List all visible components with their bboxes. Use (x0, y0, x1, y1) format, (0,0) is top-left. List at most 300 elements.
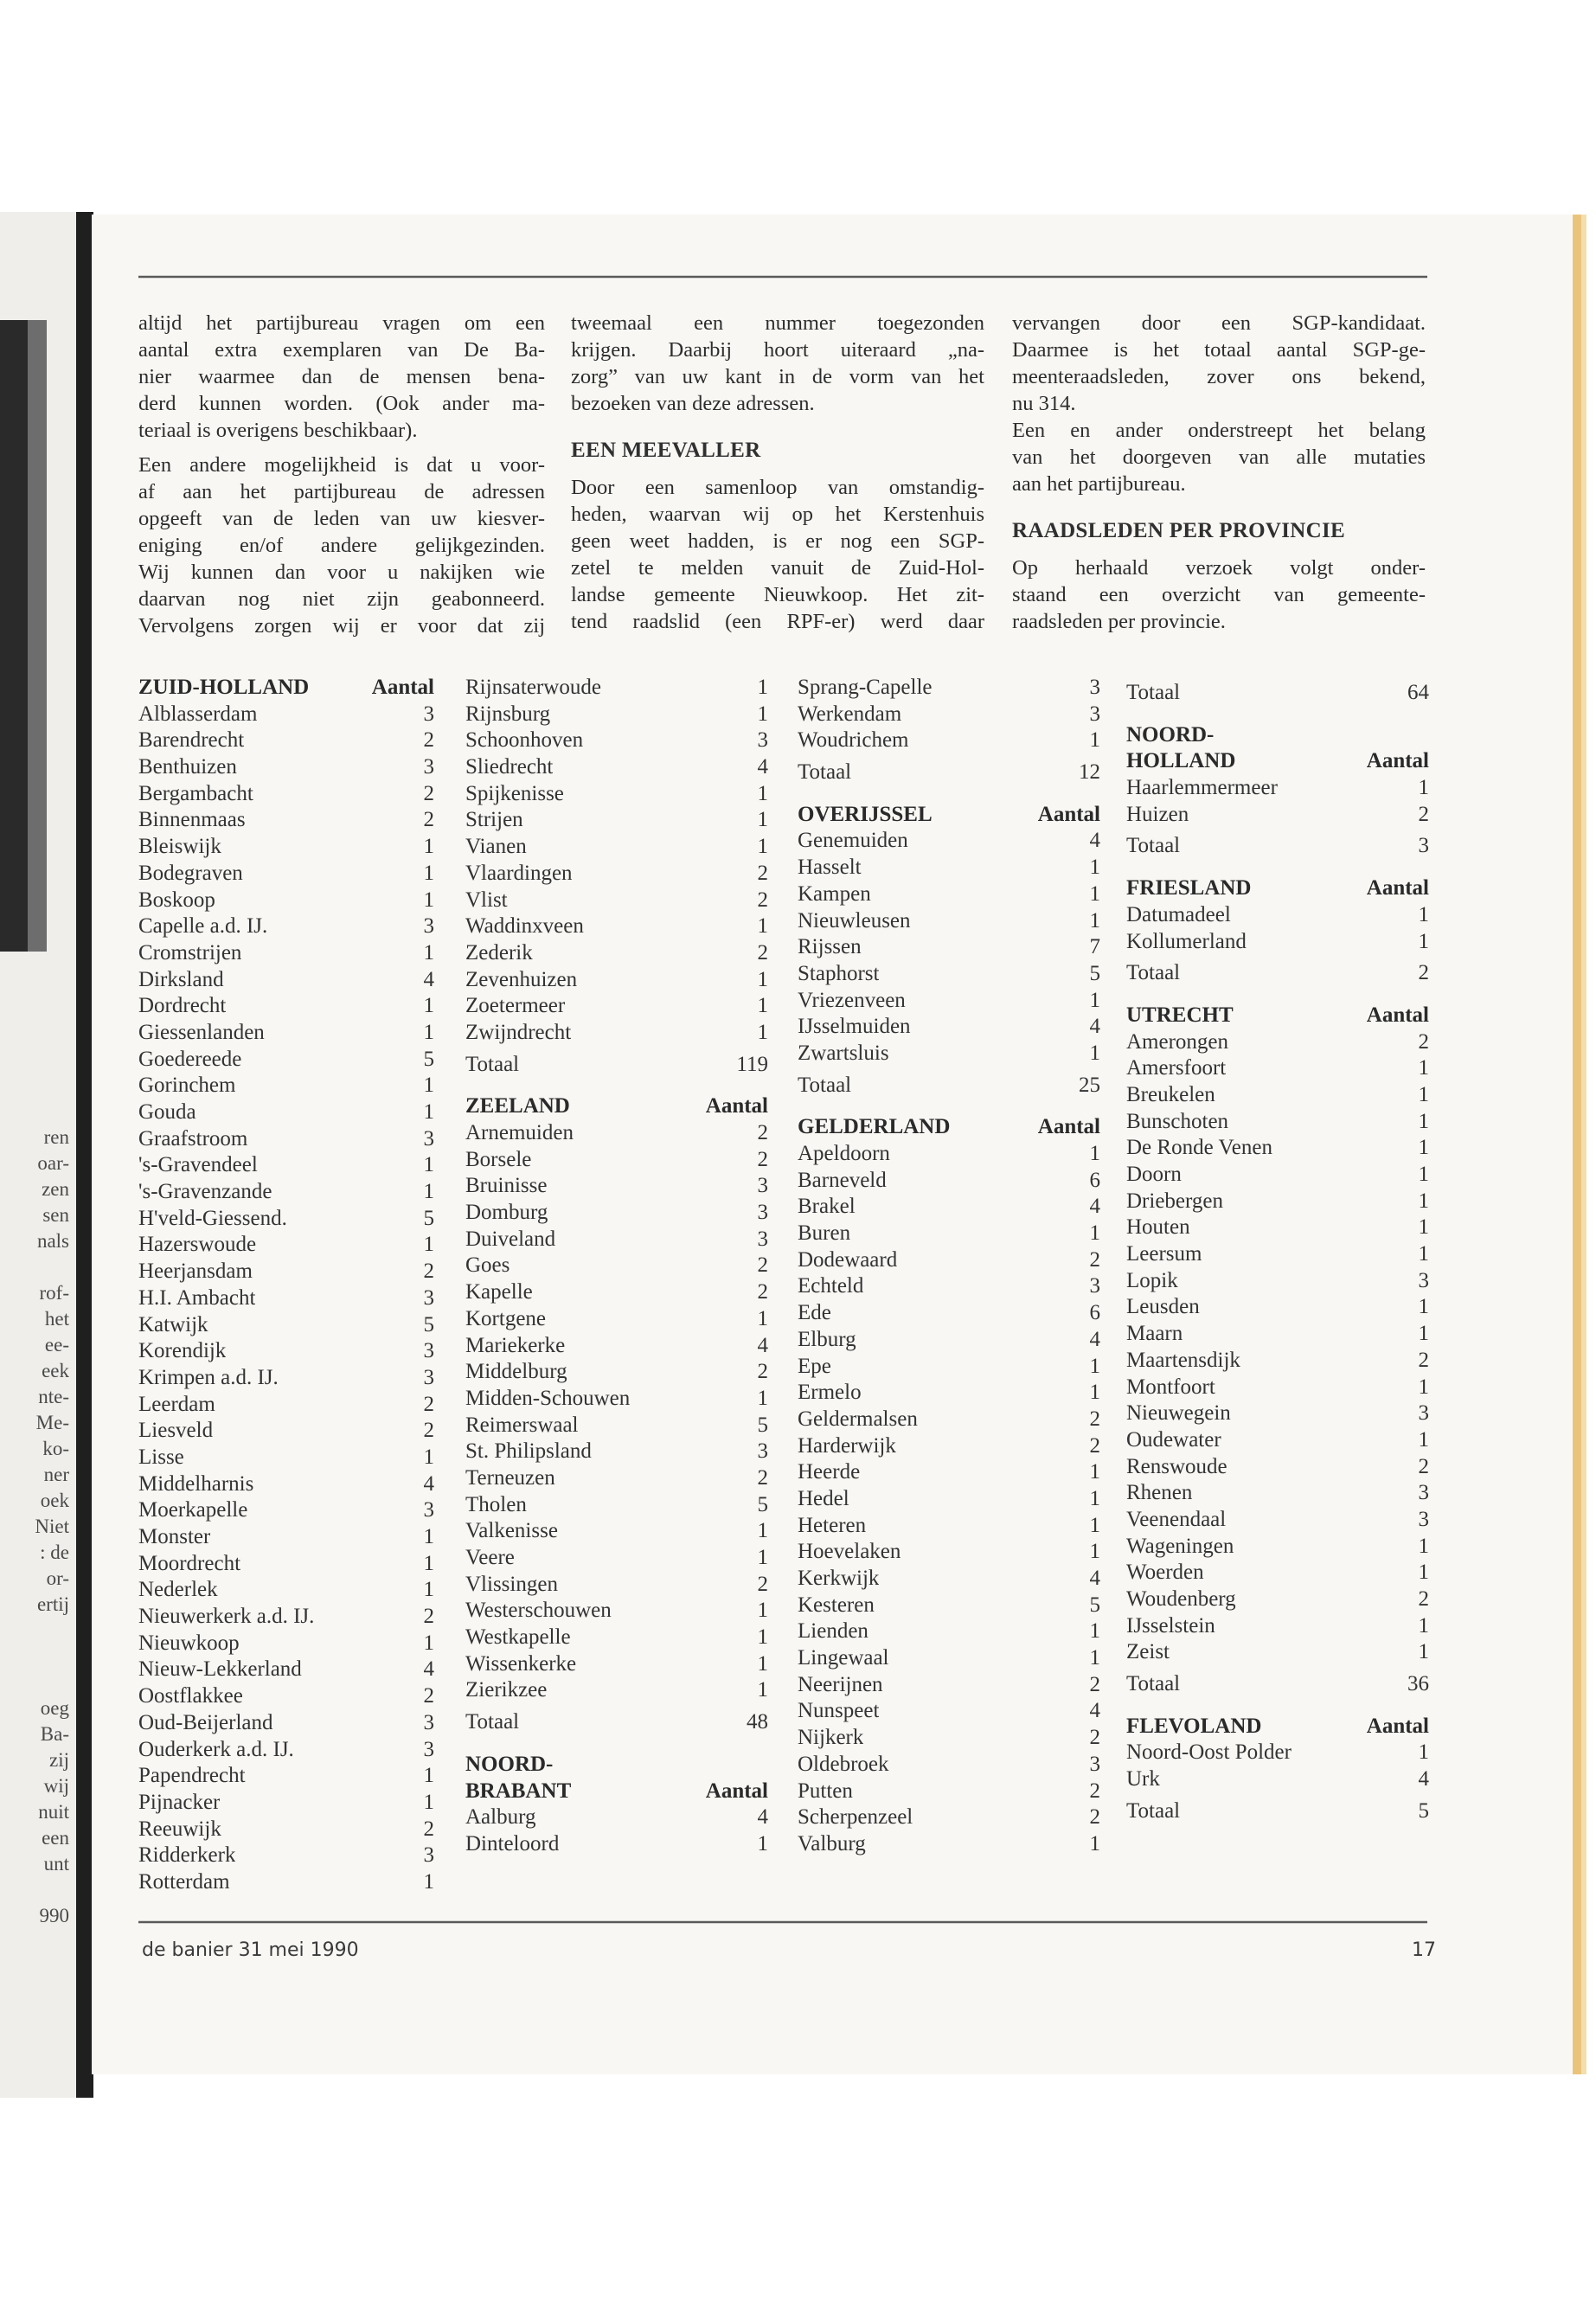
table-row (138, 1497, 434, 1524)
row-count: 1 (1089, 1513, 1100, 1537)
row-name: Nieuwegein (1126, 1401, 1231, 1426)
table-row (1126, 1215, 1429, 1241)
row-name: Sprang-Capelle (798, 676, 933, 699)
table-row (1126, 1613, 1429, 1640)
row-name: Scherpenzeel (798, 1805, 913, 1830)
row-count: 3 (423, 1737, 434, 1761)
row-count: 7 (1089, 935, 1100, 959)
row-name: Monster (138, 1525, 211, 1548)
row-count: 3 (423, 702, 434, 726)
left-page-fragment: : de (40, 1541, 69, 1563)
row-count: 36 (1407, 1672, 1429, 1696)
left-page-fragment: zen (42, 1178, 69, 1200)
province-heading (465, 1779, 768, 1805)
table-row (465, 1253, 768, 1279)
text-line: Daarmee is het totaal aantal SGP-ge- (1012, 338, 1426, 362)
row-count: 2 (423, 1392, 434, 1416)
row-name: Nieuwkoop (138, 1631, 240, 1655)
row-name: Kollumerland (1126, 929, 1247, 953)
left-page-fragment (0, 1877, 69, 1903)
table-row (798, 1380, 1100, 1407)
row-name: BRABANT (465, 1779, 572, 1803)
text-line: Vervolgens zorgen wij er voor dat zij (138, 614, 545, 638)
table-row (138, 1710, 434, 1737)
row-count: 2 (423, 808, 434, 832)
row-name: Putten (798, 1779, 853, 1803)
row-count: 1 (1089, 1221, 1100, 1246)
text-line: Een en ander onderstreept het belang (1012, 419, 1426, 442)
footer-publication: de banier 31 mei 1990 (142, 1939, 359, 1961)
table-row (798, 1779, 1100, 1805)
table-row (798, 934, 1100, 961)
row-name: Kesteren (798, 1593, 875, 1617)
table-row (465, 834, 768, 861)
intro-col1-b (138, 452, 545, 639)
row-name: Westerschouwen (465, 1599, 612, 1623)
row-name: Oud-Beijerland (138, 1710, 273, 1734)
row-count: 5 (757, 1413, 768, 1437)
row-name: Dinteloord (465, 1831, 560, 1856)
table-row (138, 1312, 434, 1339)
row-count: 5 (1418, 1798, 1429, 1823)
row-name: 's-Gravendeel (138, 1153, 258, 1177)
row-name: Rijnsburg (465, 702, 551, 726)
row-count: 1 (1418, 1082, 1429, 1106)
row-name: Rhenen (1126, 1481, 1193, 1505)
row-name: Dirksland (138, 967, 224, 991)
row-name: Arnemuiden (465, 1121, 574, 1144)
row-name: Domburg (465, 1201, 548, 1225)
table-row (138, 1232, 434, 1259)
row-name: Totaal (1126, 834, 1181, 858)
left-page-fragment (0, 1670, 69, 1695)
row-name: Leersum (1126, 1242, 1202, 1266)
province-heading (1126, 722, 1429, 749)
table-row (798, 1273, 1100, 1300)
row-name: Totaal (1126, 1798, 1181, 1823)
row-count: 1 (1089, 1486, 1100, 1510)
table-row (465, 1147, 768, 1174)
row-name: ZUID-HOLLAND (138, 676, 310, 699)
text-line: nier waarmee dan de mensen bena- (138, 365, 545, 388)
table-row (798, 1407, 1100, 1433)
book-spine (76, 212, 93, 2098)
table-row (1126, 1454, 1429, 1481)
row-count: 6 (1089, 1301, 1100, 1325)
text-line: bezoeken van deze adressen. (571, 392, 815, 415)
table-row (138, 861, 434, 888)
table-row (138, 1445, 434, 1471)
row-count: 4 (1418, 1767, 1429, 1791)
table-row (138, 1152, 434, 1179)
text-line: van het doorgeven van alle mutaties (1012, 445, 1426, 469)
table-row (798, 1141, 1100, 1168)
footer-page-number: 17 (1412, 1939, 1436, 1961)
row-name: Aalburg (465, 1805, 536, 1830)
table-row (465, 1598, 768, 1625)
row-name: Oldebroek (798, 1752, 889, 1776)
province-total (1126, 1671, 1429, 1698)
table-row (1126, 1082, 1429, 1109)
table-row (1126, 1740, 1429, 1766)
table-row (138, 993, 434, 1020)
province-heading (1126, 875, 1429, 902)
row-name: Renswoude (1126, 1454, 1227, 1478)
row-name: Kampen (798, 881, 871, 906)
row-count: 3 (1089, 702, 1100, 726)
text-line: zetel te melden vanuit de Zuid-Hol- (571, 556, 984, 580)
row-name: Wissenkerke (465, 1651, 577, 1676)
row-count: 3 (423, 1365, 434, 1389)
province-heading (1126, 1714, 1429, 1740)
row-name: Zwijndrecht (465, 1020, 572, 1044)
text-line: altijd het partijbureau vragen om een (138, 311, 545, 335)
row-name: Kapelle (465, 1280, 533, 1304)
row-count: Aantal (371, 676, 434, 699)
row-name: Heerde (798, 1460, 861, 1484)
table-row (798, 702, 1100, 728)
row-count: 2 (1418, 961, 1429, 985)
table-row (798, 1725, 1100, 1752)
text-line: derd kunnen worden. (Ook ander ma- (138, 392, 545, 415)
table-row (1126, 902, 1429, 929)
table-row (1126, 1109, 1429, 1136)
table-row (798, 1804, 1100, 1831)
row-count: 2 (1089, 1779, 1100, 1803)
row-name: Capelle a.d. IJ. (138, 914, 268, 939)
table-row (465, 888, 768, 914)
table-row (1126, 1639, 1429, 1666)
province-total (1126, 833, 1429, 860)
table-row (138, 1259, 434, 1285)
row-count: 1 (423, 1074, 434, 1098)
text-line: aan het partijbureau. (1012, 472, 1186, 496)
row-name: Haarlemmermeer (1126, 776, 1278, 800)
row-count: 1 (1089, 988, 1100, 1012)
row-count: 5 (423, 1312, 434, 1336)
left-page-fragment (0, 1254, 69, 1280)
row-name: Bunschoten (1126, 1109, 1229, 1133)
left-page-fragment: eek (42, 1360, 69, 1381)
row-count: 1 (1418, 1640, 1429, 1664)
row-name: Wageningen (1126, 1534, 1234, 1558)
row-count: 1 (1418, 1215, 1429, 1240)
row-count: 1 (1089, 1831, 1100, 1856)
table-row (798, 1247, 1100, 1274)
table-row (465, 675, 768, 702)
row-count: 1 (1418, 776, 1429, 800)
table-row (1126, 1055, 1429, 1082)
row-count: Aantal (1366, 876, 1429, 901)
row-count: 1 (757, 1546, 768, 1569)
row-name: Zoetermeer (465, 994, 566, 1018)
row-count: 1 (423, 1153, 434, 1177)
row-name: Zeist (1126, 1640, 1170, 1664)
row-count: 1 (423, 1631, 434, 1655)
row-count: 1 (757, 835, 768, 859)
row-count: Aantal (1366, 1714, 1429, 1738)
row-name: Epe (798, 1354, 831, 1378)
table-row (1126, 1135, 1429, 1162)
table-row (798, 855, 1100, 881)
row-name: Noord-Oost Polder (1126, 1740, 1292, 1765)
row-count: 3 (1418, 1507, 1429, 1531)
row-name: De Ronde Venen (1126, 1136, 1272, 1160)
row-count: 2 (757, 1572, 768, 1596)
row-name: Giessenlanden (138, 1020, 265, 1044)
row-count: 3 (757, 1174, 768, 1198)
row-count: 1 (757, 1386, 768, 1410)
table-row (465, 1333, 768, 1360)
row-count: 1 (757, 1625, 768, 1650)
row-count: 1 (757, 676, 768, 699)
table-row (465, 913, 768, 940)
row-name: Dodewaard (798, 1247, 898, 1272)
row-count: 1 (423, 1525, 434, 1548)
left-page-fragment: wij (43, 1775, 69, 1797)
row-count: 1 (423, 888, 434, 912)
row-count: 5 (1089, 1593, 1100, 1617)
province-total (465, 1052, 768, 1079)
table-row (138, 1551, 434, 1578)
row-name: Montfoort (1126, 1375, 1215, 1399)
row-name: Totaal (1126, 681, 1181, 704)
table-col1 (138, 675, 434, 1896)
row-count: 3 (423, 1126, 434, 1150)
table-col4 (1126, 675, 1429, 1832)
table-row (465, 1279, 768, 1306)
table-row (465, 1359, 768, 1386)
row-name: Amerongen (1126, 1029, 1229, 1054)
row-name: Heteren (798, 1513, 867, 1537)
row-name: Vlist (465, 888, 508, 912)
row-count: 4 (423, 1657, 434, 1682)
table-row (465, 1306, 768, 1333)
row-count: 1 (757, 1678, 768, 1702)
row-name: Zwartsluis (798, 1041, 889, 1065)
text-line: eniging en/of andere gelijkgezinden. (138, 534, 545, 557)
left-page-fragment: ee- (44, 1334, 69, 1356)
row-name: Datumadeel (1126, 902, 1231, 926)
text-line: aantal extra exemplaren van De Ba- (138, 338, 545, 362)
table-row (1126, 1534, 1429, 1561)
row-name: Katwijk (138, 1312, 208, 1336)
row-count: 4 (423, 967, 434, 991)
row-name: NOORD- (465, 1752, 554, 1776)
row-name: Veenendaal (1126, 1507, 1227, 1531)
table-row (465, 967, 768, 994)
row-count: 1 (1418, 1056, 1429, 1080)
row-count: 1 (423, 1551, 434, 1575)
table-row (465, 1677, 768, 1704)
row-name: Bleiswijk (138, 835, 221, 859)
table-row (138, 1392, 434, 1419)
row-count: 3 (423, 755, 434, 779)
row-name: NOORD- (1126, 722, 1215, 747)
row-name: Totaal (465, 1052, 520, 1076)
table-row (798, 727, 1100, 754)
row-count: 1 (757, 781, 768, 805)
row-count: 4 (757, 1333, 768, 1357)
row-count: 2 (1089, 1805, 1100, 1830)
row-name: Breukelen (1126, 1082, 1215, 1106)
row-count: 4 (1089, 1015, 1100, 1039)
text-line: Een andere mogelijkheid is dat u voor- (138, 453, 545, 477)
row-name: Goedereede (138, 1047, 242, 1071)
table-row (138, 1126, 434, 1153)
row-name: Mariekerke (465, 1333, 566, 1357)
row-count: 2 (757, 1147, 768, 1171)
table-row (465, 1831, 768, 1858)
table-row (138, 1524, 434, 1551)
row-name: Valkenisse (465, 1519, 558, 1543)
table-row (1126, 929, 1429, 956)
row-name: Lienden (798, 1619, 869, 1644)
province-heading (465, 1093, 768, 1120)
row-count: 1 (1418, 1740, 1429, 1765)
row-count: 1 (1089, 728, 1100, 753)
row-name: Pijnacker (138, 1790, 221, 1814)
intro-col1-a (138, 310, 545, 444)
row-name: Totaal (798, 760, 852, 785)
table-row (465, 1465, 768, 1492)
province-total (1126, 960, 1429, 987)
table-row (465, 1227, 768, 1253)
row-count: 5 (423, 1047, 434, 1071)
row-name: Middelburg (465, 1360, 567, 1384)
row-count: 2 (1418, 1454, 1429, 1478)
text-line: Door een samenloop van omstandig- (571, 476, 984, 499)
table-row (798, 1459, 1100, 1486)
row-name: Veere (465, 1546, 515, 1569)
row-name: Vriezenveen (798, 988, 906, 1012)
table-row (465, 727, 768, 754)
table-row (798, 1513, 1100, 1540)
row-count: 1 (1089, 908, 1100, 933)
row-name: Nunspeet (798, 1699, 880, 1723)
row-name: Westkapelle (465, 1625, 571, 1650)
row-count: 3 (423, 1339, 434, 1363)
row-count: 1 (757, 967, 768, 991)
row-count: 1 (423, 1869, 434, 1894)
table-row (138, 1365, 434, 1392)
row-count: 3 (1418, 1268, 1429, 1292)
row-count: 1 (423, 1764, 434, 1788)
row-name: H'veld-Giessend. (138, 1206, 287, 1230)
province-total (465, 1709, 768, 1736)
province-heading (465, 1752, 768, 1779)
row-name: Barendrecht (138, 728, 245, 753)
table-row (465, 1386, 768, 1413)
text-line: geen weet hadden, is er nog een SGP- (571, 529, 984, 553)
table-row (1126, 1029, 1429, 1056)
table-row (138, 1843, 434, 1869)
row-name: Urk (1126, 1767, 1160, 1791)
row-count: 1 (1089, 856, 1100, 880)
table-row (138, 1763, 434, 1790)
table-row (798, 961, 1100, 988)
row-name: Barneveld (798, 1168, 887, 1192)
table-row (465, 1439, 768, 1465)
row-count: 2 (757, 1280, 768, 1304)
left-page-fragment: ertij (36, 1593, 69, 1615)
table-row (798, 1433, 1100, 1460)
intro-col3-b (1012, 417, 1426, 497)
text-line: krijgen. Daarbij hoort uiteraard „na- (571, 338, 984, 362)
left-page-fragment: zij (49, 1749, 69, 1771)
page-edge (1573, 215, 1581, 2074)
row-name: Nieuwerkerk a.d. IJ. (138, 1605, 315, 1629)
row-count: 1 (757, 1651, 768, 1676)
row-count: 1 (1089, 1619, 1100, 1644)
text-line: tweemaal een nummer toegezonden (571, 311, 984, 335)
left-page-fragment: oeg (40, 1697, 69, 1719)
row-name: FLEVOLAND (1126, 1714, 1262, 1738)
table-row (138, 1285, 434, 1312)
row-name: FRIESLAND (1126, 876, 1252, 901)
row-count: 1 (1418, 1242, 1429, 1266)
table-row (798, 1752, 1100, 1779)
row-count: 1 (1089, 1540, 1100, 1564)
left-page-fragment: nals (36, 1230, 69, 1252)
table-row (138, 702, 434, 728)
row-count: 3 (423, 1843, 434, 1868)
row-name: Spijkenisse (465, 781, 564, 805)
text-line: meenteraadsleden, zover ons bekend, (1012, 365, 1426, 388)
row-count: 1 (1418, 1613, 1429, 1638)
table-row (465, 993, 768, 1020)
row-count: 3 (423, 914, 434, 939)
row-count: Aantal (1366, 749, 1429, 773)
left-page-fragment (0, 1618, 69, 1644)
row-count: 1 (1418, 1375, 1429, 1399)
row-name: Echteld (798, 1274, 864, 1298)
table-row (1126, 1321, 1429, 1348)
row-count: 1 (1089, 881, 1100, 906)
row-count: 2 (757, 888, 768, 912)
row-count: 3 (757, 1439, 768, 1464)
row-count: 25 (1079, 1073, 1100, 1097)
row-name: Woerden (1126, 1561, 1204, 1585)
row-count: 2 (1418, 1029, 1429, 1054)
row-count: Aantal (705, 1779, 768, 1803)
province-total (798, 1073, 1100, 1099)
row-name: Genemuiden (798, 829, 908, 853)
table-row (138, 940, 434, 967)
row-count: 2 (423, 1605, 434, 1629)
row-name: Cromstrijen (138, 940, 242, 965)
province-total (1126, 680, 1429, 707)
row-name: Maartensdijk (1126, 1348, 1240, 1372)
row-name: Hedel (798, 1486, 849, 1510)
row-count: 1 (423, 1578, 434, 1602)
row-count: 5 (757, 1492, 768, 1516)
province-heading (798, 1114, 1100, 1141)
table-row (1126, 1766, 1429, 1793)
row-name: Woudrichem (798, 728, 909, 753)
row-name: Ede (798, 1301, 831, 1325)
row-name: Binnenmaas (138, 808, 246, 832)
row-count: 1 (757, 994, 768, 1018)
table-row (798, 1014, 1100, 1041)
row-name: Ermelo (798, 1381, 862, 1405)
row-name: Harderwijk (798, 1433, 896, 1458)
row-count: 2 (757, 1121, 768, 1144)
table-row (465, 1173, 768, 1200)
row-count: 2 (757, 940, 768, 965)
row-name: Neerijnen (798, 1672, 883, 1696)
row-count: 2 (423, 781, 434, 805)
